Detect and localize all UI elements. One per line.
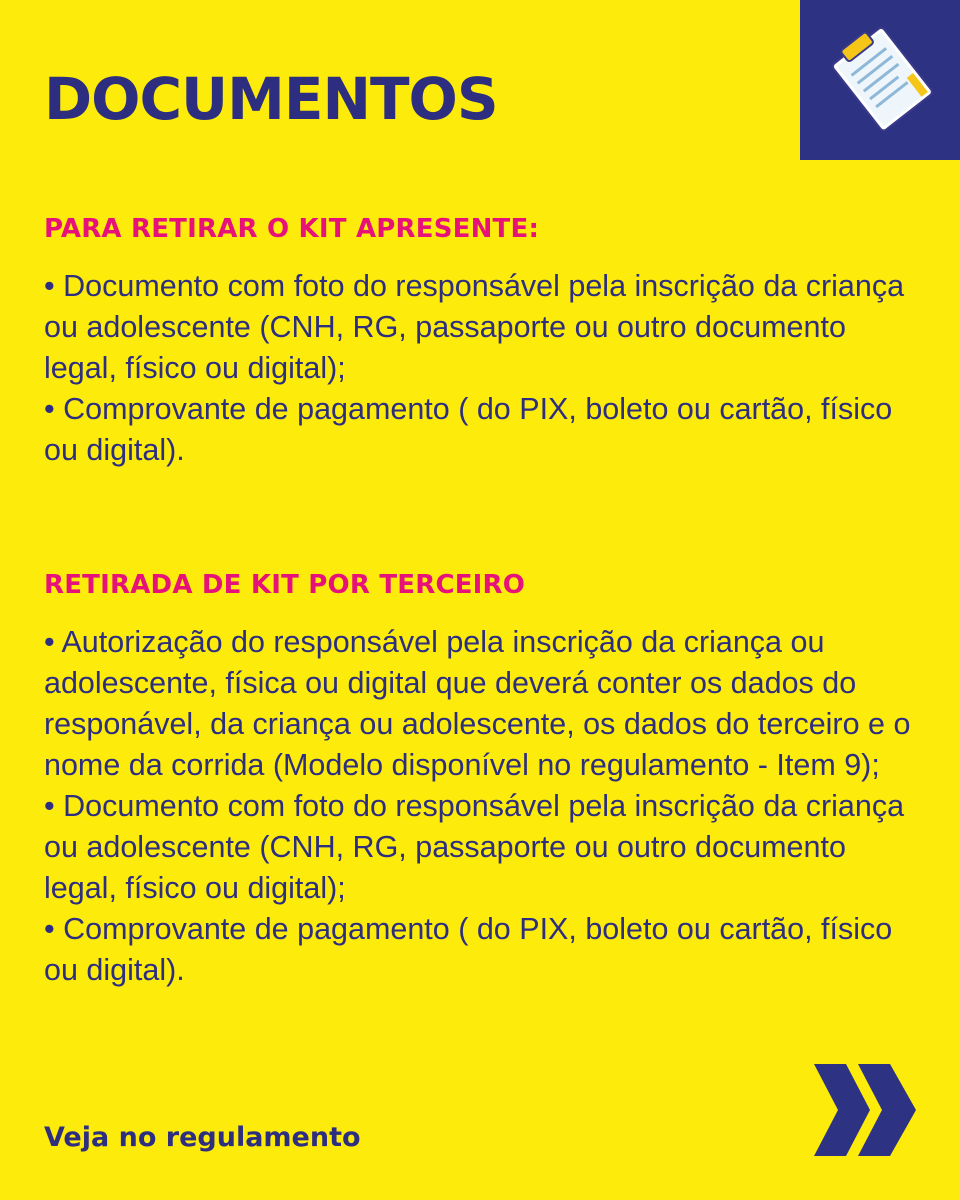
clipboard-icon [826, 24, 936, 134]
page-title: DOCUMENTOS [44, 65, 498, 133]
list-item: • Comprovante de pagamento ( do PIX, boleto ou cartão, físico ou digital). [44, 912, 893, 987]
clipboard-badge [800, 0, 960, 160]
section-heading-pickup: PARA RETIRAR O KIT APRESENTE: [44, 214, 540, 244]
pickup-requirements-list [44, 266, 924, 471]
list-item: • Documento com foto do responsável pela inscrição da criança ou adolescente (CNH, RG, passaporte ou outro documento legal, físico ou digital); [44, 269, 905, 385]
list-item: • Comprovante de pagamento ( do PIX, boleto ou cartão, físico ou digital). [44, 392, 893, 467]
double-chevron-right-icon[interactable] [812, 1062, 918, 1158]
list-item: • Autorização do responsável pela inscrição da criança ou adolescente, física ou digital que deverá conter os dados do responável, da criança ou adolescente, os dados do terceiro e o nome da corrida (Modelo disponível no regulamento - Item 9); [44, 625, 911, 782]
list-item: • Documento com foto do responsável pela inscrição da criança ou adolescente (CNH, RG, passaporte ou outro documento legal, físico ou digital); [44, 789, 905, 905]
third-party-requirements-list [44, 622, 924, 991]
footer-regulation-note: Veja no regulamento [44, 1122, 361, 1153]
section-heading-third-party: RETIRADA DE KIT POR TERCEIRO [44, 570, 526, 600]
